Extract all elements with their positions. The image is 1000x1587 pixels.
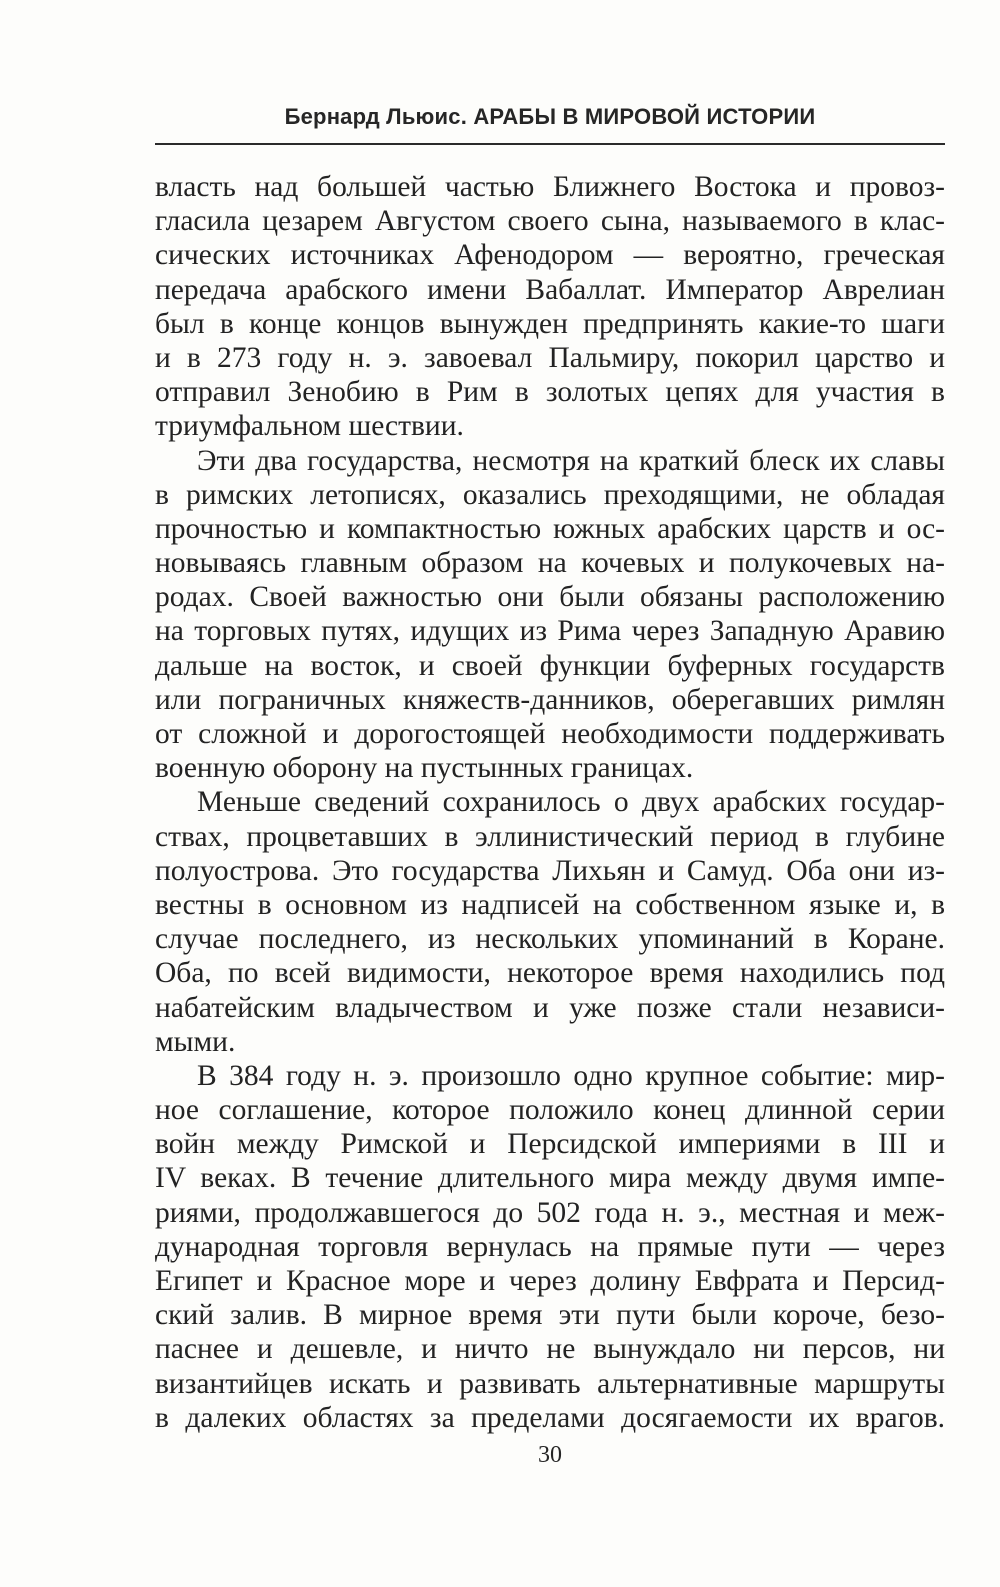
text-line: передача арабского имени Вабаллат. Император Аврелиан bbox=[155, 273, 945, 306]
text-line: новываясь главным образом на кочевых и полукочевых на- bbox=[155, 547, 945, 580]
text-line: гласила цезарем Августом своего сына, называемого в клас- bbox=[155, 205, 945, 238]
text-line: был в конце концов вынужден предпринять какие-то шаги bbox=[155, 307, 945, 340]
text-line: на торговых путях, идущих из Рима через Западную Аравию bbox=[155, 615, 945, 648]
text-line: вестны в основном из надписей на собственном языке и, в bbox=[155, 888, 945, 921]
text-line: и в 273 году н. э. завоевал Пальмиру, покорил царство и bbox=[155, 341, 945, 374]
paragraph-1 bbox=[155, 170, 945, 444]
text-line: дальше на восток, и своей функции буферных государств bbox=[155, 649, 945, 682]
paragraph-4 bbox=[155, 1059, 945, 1435]
text-line: мыми. bbox=[155, 1025, 236, 1058]
text-line: триумфальном шествии. bbox=[155, 410, 464, 443]
paragraph-3 bbox=[155, 785, 945, 1059]
text-line: византийцев искать и развивать альтернативные маршруты bbox=[155, 1367, 945, 1400]
text-line: в римских летописях, оказались преходящими, не обладая bbox=[155, 478, 945, 511]
text-line: полуострова. Это государства Лихьян и Самуд. Оба они из- bbox=[155, 854, 945, 887]
text-line: в далеких областях за пределами досягаемости их врагов. bbox=[155, 1401, 945, 1434]
paragraph-2 bbox=[155, 444, 945, 786]
text-line: военную оборону на пустынных границах. bbox=[155, 752, 694, 785]
text-line: В 384 году н. э. произошло одно крупное событие: мир- bbox=[197, 1059, 945, 1092]
text-line: Оба, по всей видимости, некоторое время находились под bbox=[155, 957, 945, 990]
body-text bbox=[155, 170, 945, 1435]
text-line: дународная торговля вернулась на прямые пути — через bbox=[155, 1230, 945, 1263]
text-line: ствах, процветавших в эллинистический период в глубине bbox=[155, 820, 945, 853]
text-line: от сложной и дорогостоящей необходимости поддерживать bbox=[155, 718, 945, 750]
text-line: родах. Своей важностью они были обязаны расположению bbox=[155, 581, 945, 614]
text-line: ский залив. В мирное время эти пути были короче, безо- bbox=[155, 1299, 945, 1332]
text-line: или пограничных княжеств-данников, оберегавших римлян bbox=[155, 683, 945, 716]
text-line: Эти два государства, несмотря на краткий блеск их славы bbox=[197, 444, 945, 477]
text-line: отправил Зенобию в Рим в золотых цепях для участия в bbox=[155, 376, 945, 409]
text-line: случае последнего, из нескольких упоминаний в Коране. bbox=[155, 923, 945, 956]
text-line: Египет и Красное море и через долину Евфрата и Персид- bbox=[155, 1265, 945, 1297]
page-number: 30 bbox=[538, 1442, 562, 1468]
text-line: ное соглашение, которое положило конец длинной серии bbox=[155, 1094, 945, 1127]
text-line: прочностью и компактностью южных арабских царств и ос- bbox=[155, 512, 945, 545]
text-line: войн между Римской и Персидской империями в III и bbox=[155, 1128, 945, 1161]
text-line: Меньше сведений сохранилось о двух арабских государ- bbox=[197, 786, 945, 819]
header-rule bbox=[155, 143, 945, 145]
text-line: IV веках. В течение длительного мира между двумя импе- bbox=[155, 1162, 945, 1195]
text-line: паснее и дешевле, и ничто не вынуждало ни персов, ни bbox=[155, 1333, 945, 1366]
text-line: набатейским владычеством и уже позже стали независи- bbox=[155, 991, 945, 1024]
text-line: власть над большей частью Ближнего Востока и провоз- bbox=[155, 171, 945, 203]
running-head: Бернард Льюис. АРАБЫ В МИРОВОЙ ИСТОРИИ bbox=[284, 104, 816, 129]
text-line: риями, продолжавшегося до 502 года н. э., местная и меж- bbox=[155, 1196, 945, 1229]
text-line: сических источниках Афенодором — вероятно, греческая bbox=[155, 239, 945, 272]
